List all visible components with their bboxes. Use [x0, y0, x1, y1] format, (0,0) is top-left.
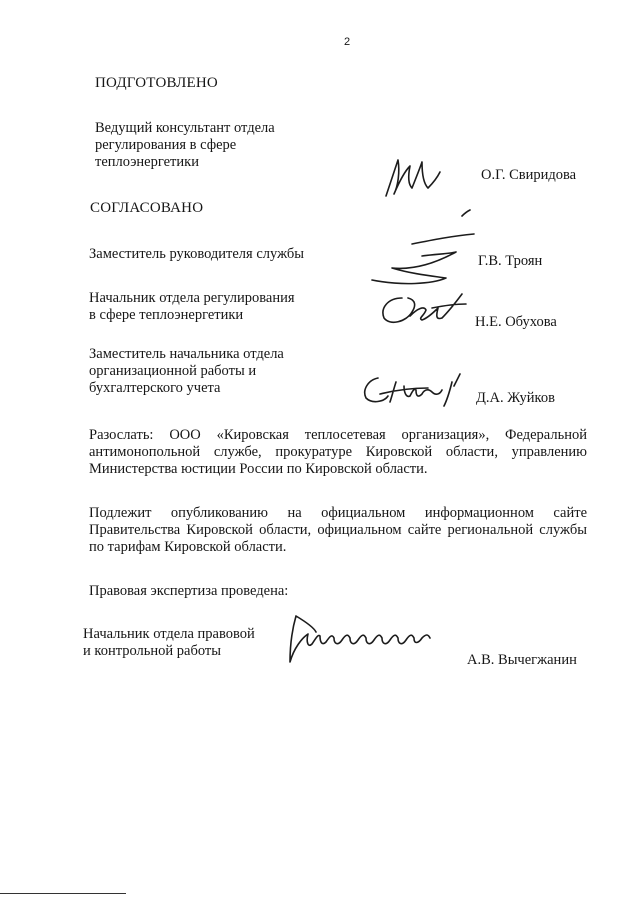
signature-sviridova [378, 150, 468, 202]
legal-position-line: Начальник отдела правовой [83, 626, 255, 642]
signer-name: Н.Е. Обухова [475, 314, 557, 330]
signer-name: Д.А. Жуйков [476, 390, 555, 406]
signature-vychegzhanin [282, 608, 442, 670]
footer-rule [0, 893, 126, 894]
legal-position-line: и контрольной работы [83, 643, 221, 659]
signature-troyan [362, 204, 482, 290]
prepared-heading: ПОДГОТОВЛЕНО [95, 75, 218, 91]
prepared-name: О.Г. Свиридова [481, 167, 577, 183]
signer-position-line: организационной работы и [89, 363, 257, 379]
signer-position-line: Заместитель руководителя службы [89, 246, 305, 262]
signer-position-line: Начальник отдела регулирования [89, 290, 295, 306]
prepared-position-line: регулирования в сфере [95, 137, 237, 153]
legal-name: А.В. Вычегжанин [467, 652, 577, 668]
signer-name: Г.В. Троян [478, 253, 543, 269]
publication-paragraph: Подлежит опубликованию на официальном информационном сайте Правительства Кировской области, официальном сайте региональной службы по тарифам Кировской области. [89, 505, 587, 555]
distribution-paragraph: Разослать: ООО «Кировская теплосетевая организация», Федеральной антимонопольной службе, прокуратуре Кировской области, управлению Министерства юстиции России по Кировской области. [89, 427, 587, 477]
signature-obukhova [372, 286, 472, 332]
legal-review-heading: Правовая экспертиза проведена: [89, 583, 289, 599]
prepared-position-line: Ведущий консультант отдела [95, 120, 275, 136]
signer-position-line: в сфере теплоэнергетики [89, 307, 244, 323]
signer-position-line: бухгалтерского учета [89, 380, 221, 396]
signature-zhuikov [356, 368, 480, 412]
agreed-heading: СОГЛАСОВАНО [90, 200, 204, 216]
page-number: 2 [344, 36, 351, 48]
signer-position-line: Заместитель начальника отдела [89, 346, 284, 362]
prepared-position-line: теплоэнергетики [95, 154, 199, 170]
